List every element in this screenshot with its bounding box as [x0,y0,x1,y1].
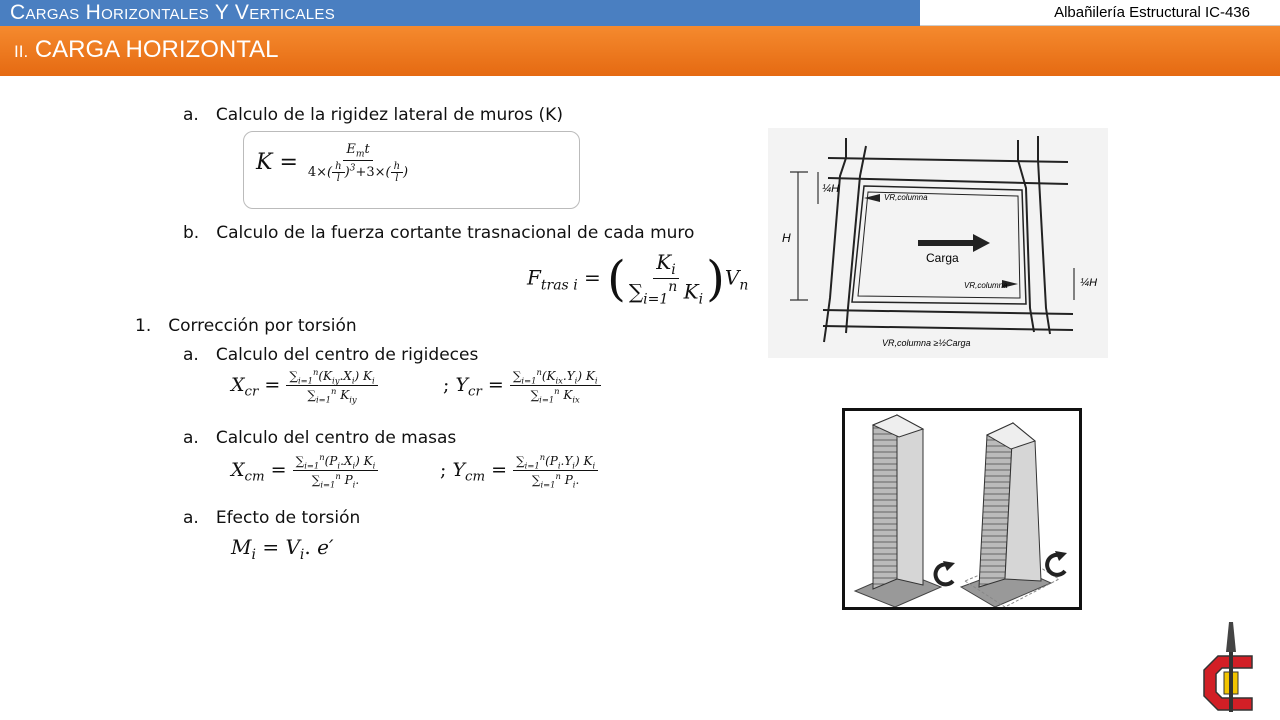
section-heading [14,36,278,64]
item-rigidez-lateral: a. Calculo de la rigidez lateral de muros (K) [183,105,563,125]
item-fuerza-cortante: b. Calculo de la fuerza cortante trasnacional de cada muro [183,223,695,243]
item-correccion-torsion: 1. Corrección por torsión [135,316,357,336]
formula-moment: $M_i = V_i$. e′ [231,535,334,563]
building-twisted [961,423,1059,607]
formula-k: K = $E_mt$ 4×( $\frac{h}{l}$ )$^3$+3×( $\frac{h}{l}$ ) [256,142,409,184]
course-bar [920,0,1280,26]
wall-diagram [768,128,1108,358]
building-straight [855,415,941,607]
label-carga: Carga [926,251,959,265]
section-number: II. [14,42,29,61]
formula-xcm: $X_{cm}$ = $\frac{\sum_{i=1}^n(P_i.X_i) K_i}{\sum_{i=1}^n P_i.}$ [231,452,378,490]
rotation-arrow-right-icon [1047,551,1067,575]
item-centro-rigideces: a. Calculo del centro de rigideces [183,345,479,365]
label-h: H [782,231,791,245]
logo-svg [1196,622,1266,716]
formula-xcr: $X_{cr}$ = $\frac{\sum_{i=1}^n(K_{iy}.X_i) K_i}{\sum_{i=1}^n K_{iy}}$ [231,367,378,405]
formula-f-tras: $F_{tras i}$ = ( $\frac{K_i}{\sum_{i=1}^n K_i}$ )$V_n$ [527,250,749,308]
item-efecto-torsion: a. Efecto de torsión [183,508,361,528]
formula-ycr: ; $Y_{cr}$ = $\frac{\sum_{i=1}^n(K_{ix}.Y_i) K_i}{\sum_{i=1}^n K_{ix}}$ [443,367,601,405]
wall-diagram-svg [768,128,1108,358]
load-arrow [918,234,990,252]
torsion-illustration [842,408,1082,610]
label-v-bottom: VR,columna ≥½Carga [882,338,971,348]
slide-title: Cargas Horizontales Y Verticales [10,1,336,24]
course-label: Albañilería Estructural IC-436 [1054,4,1250,21]
formula-ycm: ; $Y_{cm}$ = $\frac{\sum_{i=1}^n(P_i.Y_i) K_i}{\sum_{i=1}^n P_i.}$ [440,452,598,490]
item-centro-masas: a. Calculo del centro de masas [183,428,457,448]
section-title: CARGA HORIZONTAL [34,36,279,63]
torsion-illustration-svg [845,411,1079,607]
rotation-arrow-left-icon [936,561,955,584]
label-quarter-h-top: ¼H [822,183,840,195]
label-v-top: VR,columna [884,193,928,202]
label-quarter-h-bottom: ¼H [1080,277,1098,289]
institution-logo [1196,622,1266,716]
label-v-mid: VR,columna [964,281,1008,290]
